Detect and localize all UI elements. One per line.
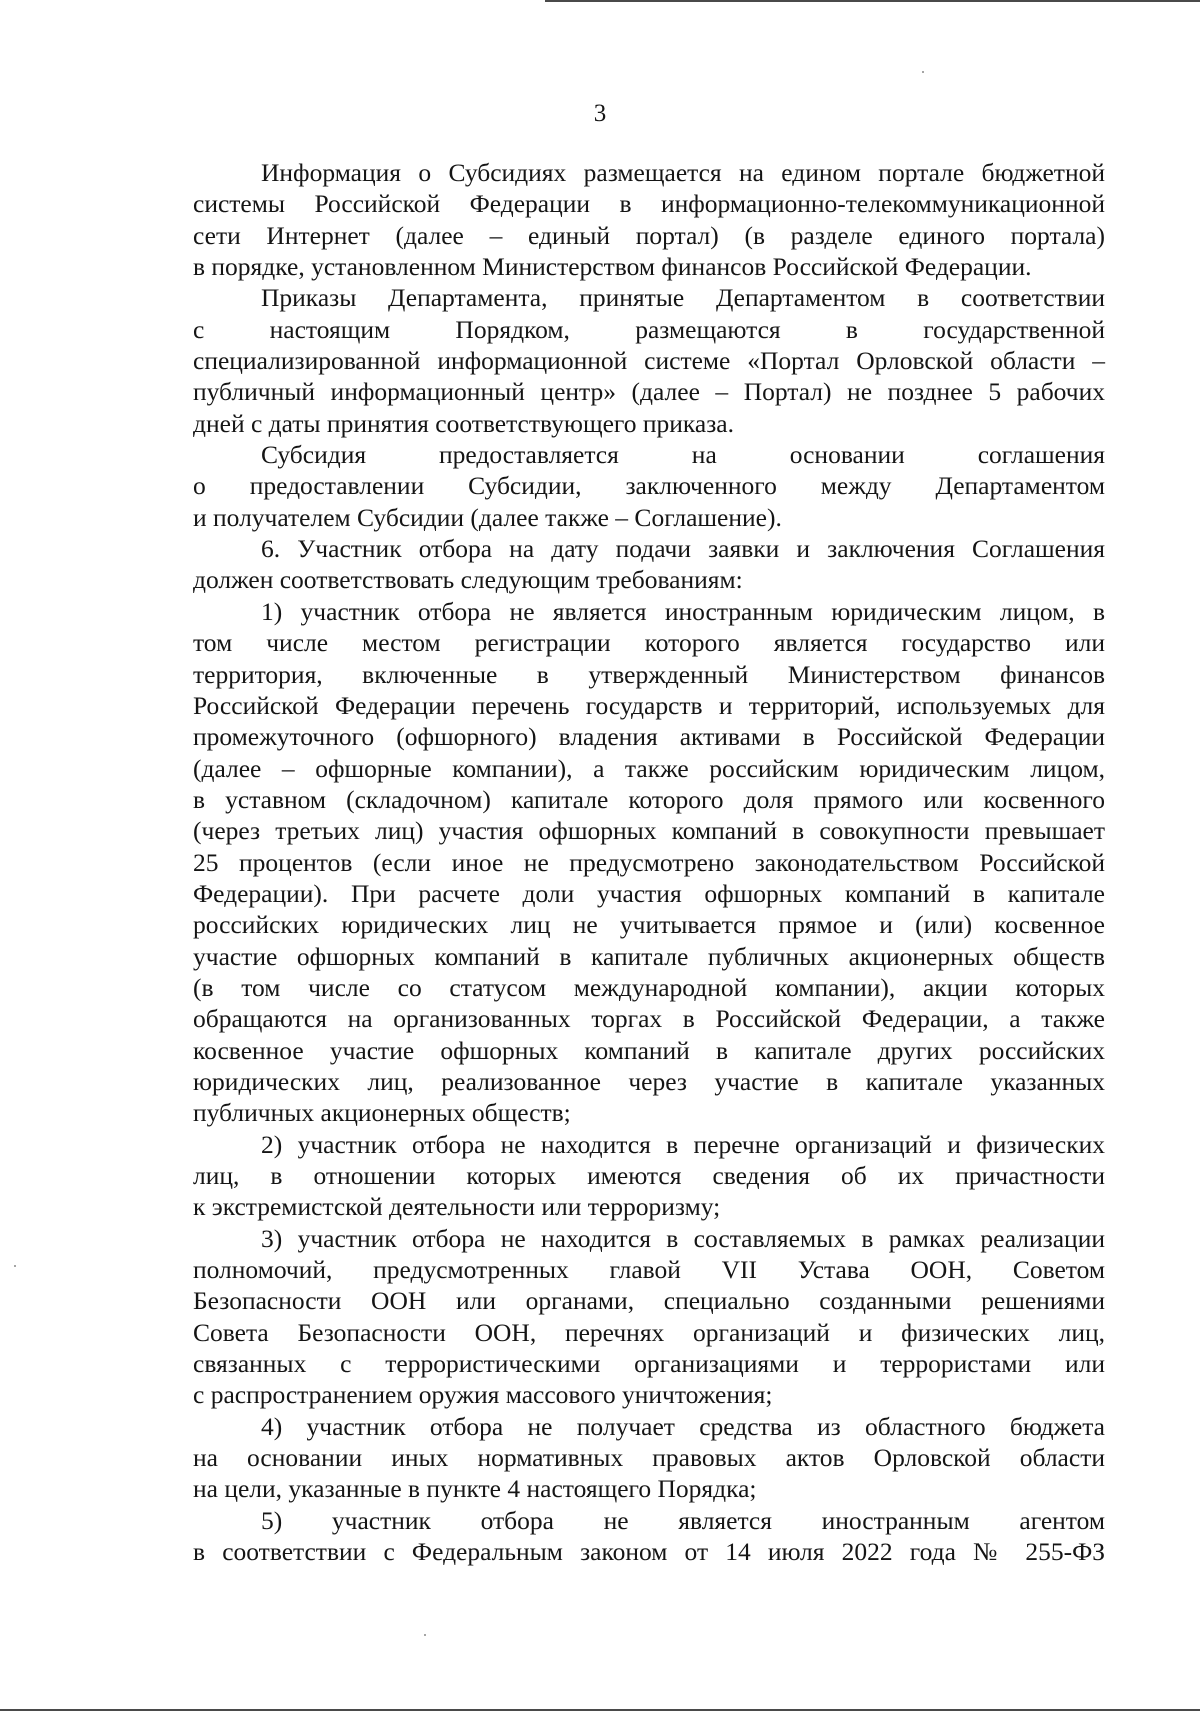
text-line: к экстремистской деятельности или терроризму; <box>193 1192 721 1222</box>
text-line: 3) участник отбора не находится в составляемых в рамках реализации <box>261 1223 1105 1253</box>
text-line: 5) участник отбора не является иностранным агентом <box>261 1505 1105 1535</box>
scan-speck <box>14 1265 16 1267</box>
text-line: на цели, указанные в пункте 4 настоящего Порядка; <box>193 1474 757 1504</box>
text-line: публичных акционерных обществ; <box>193 1098 571 1128</box>
text-line: (далее – офшорные компании), а также российским юридическим лицом, <box>193 753 1105 783</box>
text-line: с распространением оружия массового уничтожения; <box>193 1380 773 1410</box>
text-line: Информация о Субсидиях размещается на едином портале бюджетной <box>261 158 1105 187</box>
text-line: том числе местом регистрации которого является государство или <box>193 628 1105 658</box>
text-line: Субсидия предоставляется на основании соглашения <box>261 440 1105 470</box>
text-line: дней с даты принятия соответствующего приказа. <box>193 408 735 438</box>
text-line: Российской Федерации перечень государств и территорий, используемых для <box>193 690 1105 720</box>
text-line: публичный информационный центр» (далее – Портал) не позднее 5 рабочих <box>193 377 1105 407</box>
text-line: о предоставлении Субсидии, заключенного между Департаментом <box>193 471 1105 501</box>
text-line: Совета Безопасности ООН, перечнях организаций и физических лиц, <box>193 1317 1105 1347</box>
text-line: в соответствии с Федеральным законом от 14 июля 2022 года № 255-ФЗ <box>193 1537 1105 1567</box>
text-line: промежуточного (офшорного) владения активами в Российской Федерации <box>193 722 1105 752</box>
text-line: лиц, в отношении которых имеются сведения об их причастности <box>193 1161 1105 1190</box>
text-line: (в том числе со статусом международной компании), акции которых <box>193 972 1105 1002</box>
text-line: участие офшорных компаний в капитале публичных акционерных обществ <box>193 941 1105 971</box>
text-line: 4) участник отбора не получает средства из областного бюджета <box>261 1411 1105 1441</box>
text-line: 6. Участник отбора на дату подачи заявки и заключения Соглашения <box>261 534 1105 564</box>
text-line: связанных с террористическими организациями и террористами или <box>193 1349 1105 1379</box>
text-line: сети Интернет (далее – единый портал) (в разделе единого портала) <box>193 220 1105 250</box>
text-line: Безопасности ООН или органами, специально созданными решениями <box>193 1286 1105 1316</box>
page-number: 3 <box>593 100 607 127</box>
text-line: юридических лиц, реализованное через участие в капитале указанных <box>193 1066 1105 1096</box>
scan-edge-top <box>545 0 1200 2</box>
text-line: 1) участник отбора не является иностранным юридическим лицом, в <box>261 596 1105 626</box>
text-line: косвенное участие офшорных компаний в капитале других российских <box>193 1035 1105 1065</box>
document-body <box>193 157 1105 1567</box>
text-line: и получателем Субсидии (далее также – Соглашение). <box>193 502 782 532</box>
text-line: в порядке, установленном Министерством финансов Российской Федерации. <box>193 252 1032 282</box>
text-line: системы Российской Федерации в информационно-телекоммуникационной <box>193 189 1105 219</box>
text-line: с настоящим Порядком, размещаются в государственной <box>193 314 1105 344</box>
text-line: Федерации). При расчете доли участия офшорных компаний в капитале <box>193 878 1105 908</box>
text-line: в уставном (складочном) капитале которого доля прямого или косвенного <box>193 784 1105 814</box>
text-line: на основании иных нормативных правовых актов Орловской области <box>193 1443 1105 1473</box>
text-line: территория, включенные в утвержденный Министерством финансов <box>193 659 1105 689</box>
text-line: должен соответствовать следующим требованиям: <box>193 565 743 595</box>
scan-speck <box>424 1634 426 1636</box>
text-line: специализированной информационной системе «Портал Орловской области – <box>193 346 1105 376</box>
text-line: обращаются на организованных торгах в Российской Федерации, а также <box>193 1004 1105 1034</box>
text-line: Приказы Департамента, принятые Департаментом в соответствии <box>261 283 1105 313</box>
text-line: российских юридических лиц не учитывается прямое и (или) косвенное <box>193 910 1105 940</box>
text-line: (через третьих лиц) участия офшорных компаний в совокупности превышает <box>193 816 1105 846</box>
text-line: 2) участник отбора не находится в перечне организаций и физических <box>261 1129 1105 1159</box>
scan-speck <box>922 71 924 73</box>
text-line: полномочий, предусмотренных главой VII Устава ООН, Советом <box>193 1255 1105 1285</box>
text-line: 25 процентов (если иное не предусмотрено законодательством Российской <box>193 847 1105 877</box>
